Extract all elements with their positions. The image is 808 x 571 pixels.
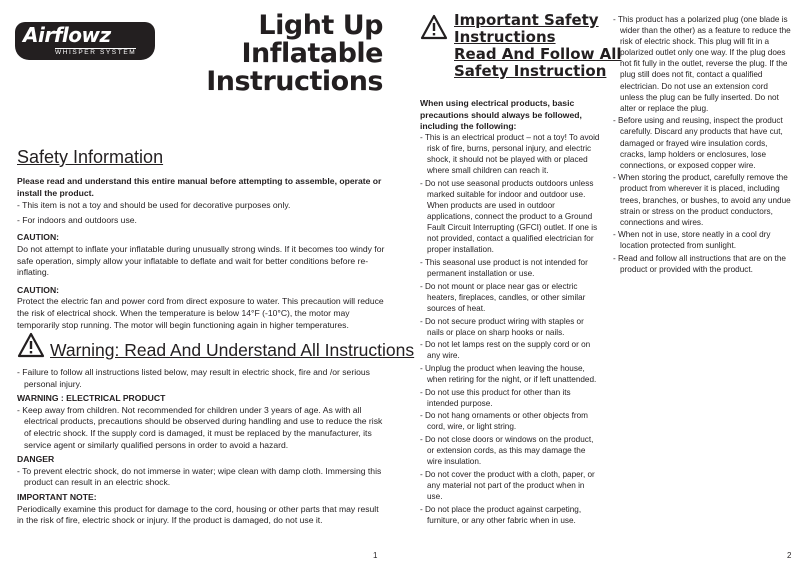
list-item: - Read and follow all instructions that are on the product or provided with the product. xyxy=(613,253,793,275)
important-intro: When using electrical products, basic precautions should always be followed, including the following: xyxy=(420,98,582,132)
electrical-label: WARNING : ELECTRICAL PRODUCT xyxy=(17,393,166,404)
warning-triangle-icon xyxy=(17,332,45,358)
list-item: - Unplug the product when leaving the house, when retiring for the night, or if left unattended. xyxy=(420,363,602,385)
list-item: - Do not hang ornaments or other objects from cord, wire, or light string. xyxy=(420,410,602,432)
caution-label: CAUTION: xyxy=(17,284,60,295)
list-item: - When storing the product, carefully remove the product from wherever it is placed, including trees, branches, or bushes, to avoid any undue strain or stress on the product conductors, connections and wires. xyxy=(613,172,793,227)
heading-line: Read And Follow All xyxy=(454,45,622,63)
list-item: - Do not secure product wiring with staples or nails or place on sharp hooks or nails. xyxy=(420,316,602,338)
important-heading xyxy=(454,12,622,80)
danger-label: DANGER xyxy=(17,454,55,465)
caution-text: Protect the electric fan and power cord from direct exposure to water. This precaution will reduce the risk of electrical shock. When the temperature is below 14°F (-10°C), the motor may temporarily stop running. The motor will begin functioning again in higher temperatures. xyxy=(17,296,384,330)
title-line: Inflatable xyxy=(241,38,383,69)
safety-intro: Please read and understand this entire manual before attempting to assemble, operate or install the product. xyxy=(17,176,382,198)
heading-line: Important Safety xyxy=(454,11,599,29)
safety-bullet: - This item is not a toy and should be used for decorative purposes only. xyxy=(17,200,291,211)
warning-heading: Warning: Read And Understand All Instructions xyxy=(50,340,415,360)
electrical-text: - Keep away from children. Not recommended for children under 3 years of age. As with all electrical products, precautions should be observed during handling and use to reduce the risk of electric shock. If the supply cord is damaged, it must be replaced by the manufacturer, its service agent or similarly qualified persons in order to avoid a hazard. xyxy=(17,404,383,450)
safety-body xyxy=(17,176,387,331)
warning-triangle-icon xyxy=(420,14,448,40)
title-line: Instructions xyxy=(206,66,383,97)
brand-logo xyxy=(15,22,155,60)
list-item: - This product has a polarized plug (one blade is wider than the other) as a feature to reduce the risk of electric shock. This plug will fit in a polarized outlet only one way. If the plug does not fit fully in the outlet, reverse the plug. If the plug still does not fit, contact a qualified electrician. Do not use an extension cord unless the plug can be fully inserted. Do not alter or replace the plug. xyxy=(613,14,793,114)
list-item: - Do not use seasonal products outdoors unless marked suitable for indoor and outdoor use. When products are used in outdoor applications, connect the product to a Ground Fault Circuit Interrupting (GFCI) outlet. If one is not provided, contact a qualified electrician for proper installation. xyxy=(420,178,602,256)
page-number: 1 xyxy=(373,551,378,560)
caution-text: Do not attempt to inflate your inflatable during unusually strong winds. If it becomes too windy for safe operation, simply allow your inflatable to deflate and wait for better conditions before re-inflating. xyxy=(17,243,385,278)
warning-bullet: - Failure to follow all instructions listed below, may result in electric shock, fire and /or serious personal injury. xyxy=(17,367,370,389)
list-item: - Do not close doors or windows on the product, or extension cords, as this may damage the wire insulation. xyxy=(420,434,602,467)
list-item: - Do not use this product for other than its intended purpose. xyxy=(420,387,602,409)
precautions-list xyxy=(420,132,602,527)
list-item: - Do not let lamps rest on the supply cord or on any wire. xyxy=(420,339,602,361)
list-item: - Do not cover the product with a cloth, paper, or any material not part of the product when in use. xyxy=(420,469,602,502)
title-line: Light Up xyxy=(258,10,383,41)
caution-label: CAUTION: xyxy=(17,232,60,243)
list-item: - This is an electrical product – not a toy! To avoid risk of fire, burns, personal injury, and electric shock, it should not be played with or placed where small children can reach it. xyxy=(420,132,602,176)
precautions-list-continued xyxy=(613,14,793,277)
page-number: 2 xyxy=(787,551,792,560)
list-item: - Do not place the product against carpeting, furniture, or any other fabric when in use. xyxy=(420,504,602,526)
list-item: - When not in use, store neatly in a cool dry location protected from sunlight. xyxy=(613,229,793,251)
important-note-label: IMPORTANT NOTE: xyxy=(17,491,97,502)
danger-text: - To prevent electric shock, do not immerse in water; wipe clean with damp cloth. Immersing this product can result in an electric shock. xyxy=(17,465,382,488)
safety-heading: Safety Information xyxy=(17,147,164,167)
heading-line: Safety Instruction xyxy=(454,62,607,80)
brand-tagline: WHISPER SYSTEM xyxy=(55,49,137,56)
list-item: - Do not mount or place near gas or electric heaters, fireplaces, candles, or other similar sources of heat. xyxy=(420,281,602,314)
safety-bullet: - For indoors and outdoors use. xyxy=(17,214,137,225)
page-title xyxy=(206,12,383,96)
important-note-text: Periodically examine this product for damage to the cord, housing or other parts that may result in the risk of fire, electric shock or injury. If the product is damaged, do not use it. xyxy=(17,503,379,526)
brand-name: Airflowz xyxy=(23,23,111,47)
list-item: - Before using and reusing, inspect the product carefully. Discard any products that have cut, damaged or frayed wire insulation cords, cracks, lamp holders or enclosures, lose connections, or exposed copper wire. xyxy=(613,115,793,170)
list-item: - This seasonal use product is not intended for permanent installation or use. xyxy=(420,257,602,279)
warning-body xyxy=(17,367,387,527)
heading-line: Instructions xyxy=(454,28,556,46)
